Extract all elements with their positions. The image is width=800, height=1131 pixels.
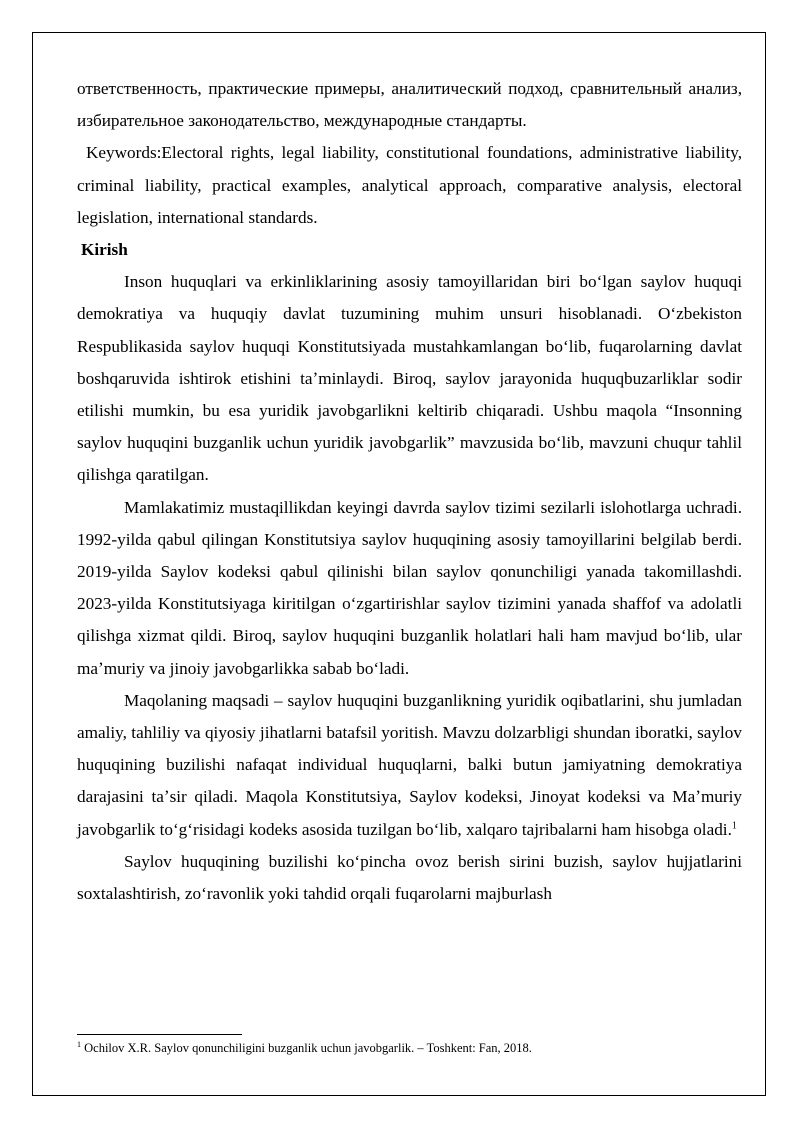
footnote-number: 1 bbox=[77, 1039, 81, 1049]
paragraph-3-text: Maqolaning maqsadi – saylov huquqini buzganlikning yuridik oqibatlarini, shu jumladan amaliy, tahliliy va qiyosiy jihatlarni batafsil yoritish. Mavzu dolzarbligi shundan iboratki, saylov huquqining buzilishi nafaqat individual huquqlarni, balki butun jamiyatning demokratiya darajasini taʼsir qiladi. Maqola Konstitutsiya, Saylov kodeksi, Jinoyat kodeksi va Maʼmuriy javobgarlik toʻgʻrisidagi kodeks asosida tuzilgan boʻlib, xalqaro tajribalarni ham hisobga oladi. bbox=[77, 690, 742, 839]
section-heading: Kirish bbox=[81, 240, 128, 260]
footnote-separator bbox=[77, 1034, 242, 1035]
keywords-russian: ответственность, практические примеры, аналитический подход, сравнительный анализ, избирательное законодательство, международные стандарты. bbox=[77, 79, 742, 131]
paragraph-1: Inson huquqlari va erkinliklarining asosiy tamoyillaridan biri boʻlgan saylov huquqi demokratiya va huquqiy davlat tuzumining muhim unsuri hisoblanadi. Oʻzbekiston Respublikasida saylov huquqi Konstitutsiyada mustahkamlangan boʻlib, fuqarolarning davlat boshqaruvida ishtirok etishini taʼminlaydi. Biroq, saylov jarayonida huquqbuzarliklar sodir etilishi mumkin, bu esa yuridik javobgarlikni keltirib chiqaradi. Ushbu maqola “Insonning saylov huquqini buzganlik uchun yuridik javobgarlik” mavzusida boʻlib, mavzuni chuqur tahlil qilishga qaratilgan. bbox=[77, 272, 742, 485]
footnote bbox=[77, 1040, 742, 1056]
footnote-reference[interactable]: 1 bbox=[731, 819, 737, 831]
paragraph-4: Saylov huquqining buzilishi koʻpincha ovoz berish sirini buzish, saylov hujjatlarini soxtalashtirish, zoʻravonlik yoki tahdid orqali fuqarolarni majburlash bbox=[77, 851, 742, 904]
paragraph-2: Mamlakatimiz mustaqillikdan keyingi davrda saylov tizimi sezilarli islohotlarga uchradi. 1992-yilda qabul qilingan Konstitutsiya saylov huquqining asosiy tamoyillarini belgilab berdi. 2019-yilda Saylov kodeksi qabul qilinishi bilan saylov qonunchiligi yanada takomillashdi. 2023-yilda Konstitutsiyaga kiritilgan oʻzgartirishlar saylov tizimini yanada shaffof va adolatli qilishga xizmat qildi. Biroq, saylov huquqini buzganlik holatlari hali ham mavjud boʻlib, ular maʼmuriy va jinoiy javobgarlikka sabab boʻladi. bbox=[77, 497, 742, 678]
footnote-text: Ochilov X.R. Saylov qonunchiligini buzganlik uchun javobgarlik. – Toshkent: Fan, 2018. bbox=[84, 1041, 532, 1055]
paragraph-3 bbox=[77, 685, 742, 846]
keywords-english: Keywords:Electoral rights, legal liability, constitutional foundations, administrative liability, criminal liability, practical examples, analytical approach, comparative analysis, electoral legislation, international standards. bbox=[77, 143, 742, 227]
document-body bbox=[77, 73, 742, 910]
